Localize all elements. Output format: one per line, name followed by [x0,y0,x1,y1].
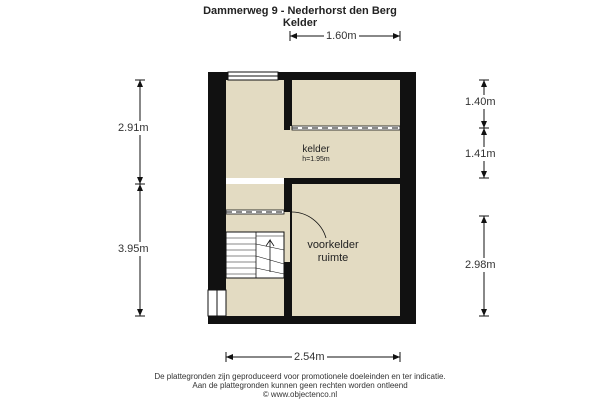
room-label-kelder: kelder [302,144,330,155]
dim-right-mid: 1.41m [465,148,496,160]
dim-right-top: 1.40m [465,96,496,108]
wall-bottom [208,316,416,324]
dim-left-lower: 3.95m [118,243,149,255]
floor-areas [225,80,400,316]
staircase [226,232,284,278]
wall-top-right [278,72,416,80]
dim-top-width: 1.60m [326,30,357,42]
wall-inner-horizontal-upper [284,126,290,130]
wall-inner-vertical-stub [284,262,292,316]
stair-opening [226,210,284,214]
plan-floor-title: Kelder [282,17,318,29]
wall-left [208,72,226,324]
wall-inner-horizontal-mid [284,178,400,184]
wall-right [400,72,416,324]
room-label-voorkelder-line1: voorkelder [307,239,359,251]
room-height-kelder: h=1.95m [302,156,330,163]
disclaimer-line1: De plattegronden zijn geproduceerd voor promotionele doeleinden en ter indicatie. [154,372,446,381]
disclaimer-line2: Aan de plattegronden kunnen geen rechten worden ontleend [192,381,408,390]
window-top [228,72,278,80]
plan-address-title: Dammerweg 9 - Nederhorst den Berg [203,5,397,17]
wall-top-left [208,72,228,80]
disclaimer-copyright: © www.objectenco.nl [262,390,338,399]
wall-inner-vertical-lower [284,178,292,212]
dim-bottom-width: 2.54m [294,351,325,363]
storage-floor [292,80,400,126]
dim-right-lower: 2.98m [465,259,496,271]
storage-opening [292,126,400,130]
window-left [208,290,226,316]
wall-inner-vertical-upper [284,80,292,126]
dim-left-upper: 2.91m [118,122,149,134]
room-label-voorkelder-line2: ruimte [317,252,349,264]
